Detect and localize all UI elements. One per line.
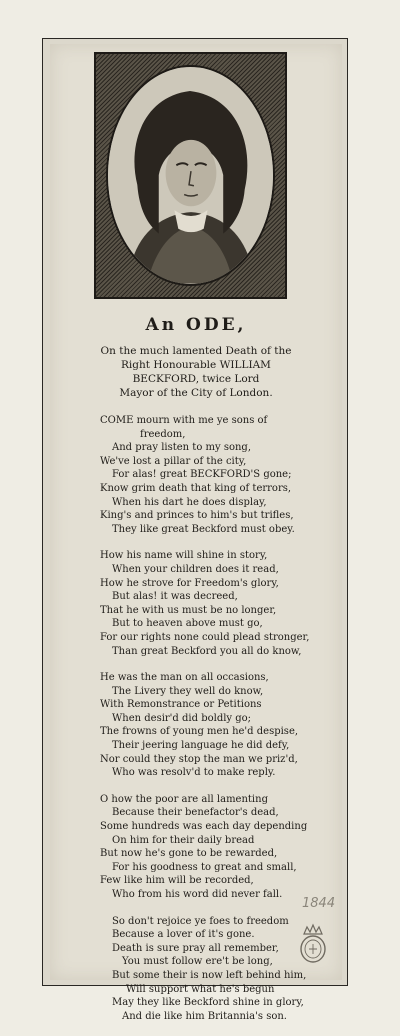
verse-line: But alas! it was decreed, — [112, 591, 238, 603]
verse-line: Their jeering language he did defy, — [112, 740, 290, 752]
verse-line: That he with us must be no longer, — [100, 604, 277, 616]
library-stamp — [298, 922, 328, 964]
subtitle-line: On the much lamented Death of the — [100, 345, 292, 357]
verse-line: How he strove for Freedom's glory, — [100, 577, 279, 589]
stanza-3 — [50, 671, 342, 780]
verse-line: Know grim death that king of terrors, — [100, 482, 292, 494]
verse-line: The Livery they well do know, — [112, 685, 264, 697]
verse-line: But some their is now left behind him, — [112, 969, 307, 981]
verse-line: On him for their daily bread — [112, 834, 255, 846]
portrait-oval — [106, 65, 275, 286]
verse-line: They like great Beckford must obey. — [112, 523, 295, 535]
verse-line: May they like Beckford shine in glory, — [112, 997, 304, 1009]
verse-line: With Remonstrance or Petitions — [100, 699, 262, 711]
stanza-2 — [50, 549, 342, 658]
subtitle-line: Mayor of the City of London. — [119, 387, 273, 399]
verse-line: Because a lover of it's gone. — [112, 929, 255, 941]
verse-line: For our rights none could plead stronger, — [100, 631, 310, 643]
verse-line: He was the man on all occasions, — [100, 672, 269, 684]
verse-line: The frowns of young men he'd despise, — [100, 726, 299, 738]
verse-line: Death is sure pray all remember, — [112, 942, 279, 954]
verse-line: We've lost a pillar of the city, — [100, 455, 247, 467]
portrait-engraving — [94, 52, 287, 299]
verse-line: Because their benefactor's dead, — [112, 807, 279, 819]
verse-line: O how the poor are all lamenting — [100, 793, 268, 805]
verse-line: When his dart he does display, — [112, 496, 267, 508]
verse-line: Than great Beckford you all do know, — [112, 645, 302, 657]
portrait-figure — [108, 67, 273, 284]
verse-line: freedom, — [140, 428, 186, 440]
verse-line: Who from his word did never fall. — [112, 889, 283, 900]
subtitle-line: Right Honourable WILLIAM — [121, 359, 271, 371]
verse-line: Few like him will be recorded, — [100, 875, 254, 887]
verse-line: And pray listen to my song, — [112, 442, 251, 454]
pencil-annotation: 1844 — [302, 896, 336, 911]
verse-line: You must follow ere't be long, — [122, 956, 273, 968]
ode-subtitle — [50, 344, 342, 400]
verse-line: Will support what he's begun — [126, 983, 275, 995]
verse-line: COME mourn with me ye sons of — [100, 415, 268, 426]
verse-line: King's and princes to him's but trifles, — [100, 510, 294, 522]
stanza-1 — [50, 414, 342, 536]
verse-line: When desir'd did boldly go; — [112, 712, 252, 724]
ode-title: An ODE, — [145, 315, 247, 335]
crown-stamp-icon — [298, 922, 328, 964]
verse-line: When your children does it read, — [112, 563, 279, 575]
verse-line: And die like him Britannia's son. — [122, 1010, 287, 1022]
verse-line: But to heaven above must go, — [112, 618, 263, 630]
verse-line: Nor could they stop the man we priz'd, — [100, 753, 298, 765]
verse-line: For alas! great BECKFORD'S gone; — [112, 469, 292, 481]
verse-line: Some hundreds was each day depending — [100, 821, 308, 833]
verse-line: So don't rejoice ye foes to freedom — [112, 915, 289, 927]
verse-line: Who was resolv'd to make reply. — [112, 767, 276, 779]
verse-line: For his goodness to great and small, — [112, 861, 297, 873]
subtitle-line: BECKFORD, twice Lord — [132, 373, 260, 385]
verse-line: But now he's gone to be rewarded, — [100, 848, 278, 860]
stanza-4 — [50, 793, 342, 902]
verse-line: How his name will shine in story, — [100, 550, 268, 562]
